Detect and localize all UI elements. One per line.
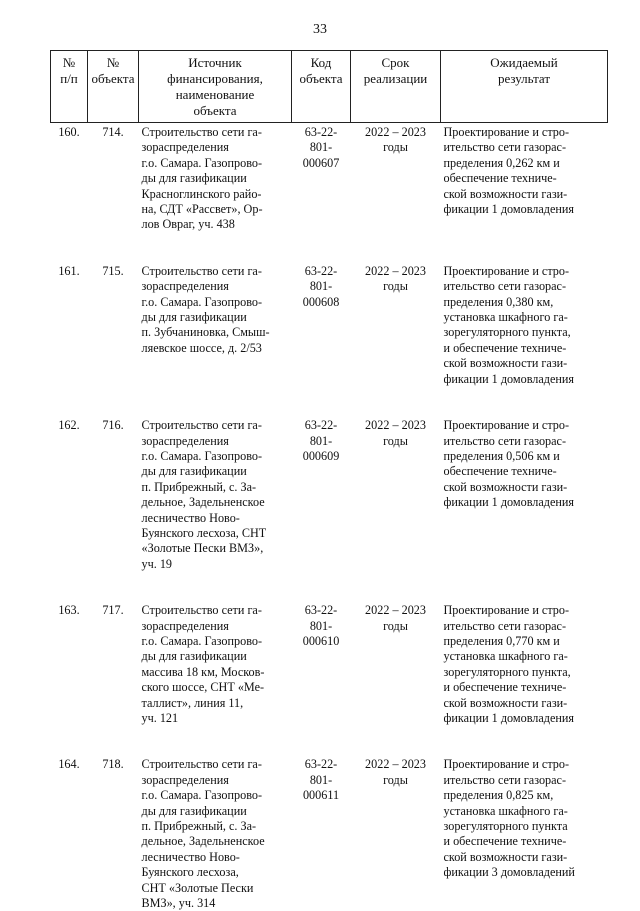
header-line: объекта — [141, 103, 289, 119]
cell-line: зораспределения — [142, 279, 290, 294]
cell-line: годы — [353, 140, 439, 155]
row-number: 160. — [51, 123, 88, 262]
cell-line: Строительство сети га- — [142, 125, 290, 140]
cell-line: 2022 – 2023 — [353, 603, 439, 618]
cell-line: установка шкафного га- — [444, 649, 606, 664]
cell-line: обеспечение техниче- — [444, 464, 606, 479]
cell-line: на, СДТ «Рассвет», Ор- — [142, 202, 290, 217]
cell-line: п. Зубчаниновка, Смыш- — [142, 325, 290, 340]
expected-result-cell — [441, 123, 608, 262]
cell-line: Проектирование и стро- — [444, 418, 606, 433]
cell-line: ительство сети газорас- — [444, 279, 606, 294]
cell-line: ской возможности гази- — [444, 696, 606, 711]
period-cell — [351, 416, 441, 601]
cell-line: Буянского лесхоза, — [142, 865, 290, 880]
cell-line: Буянского лесхоза, СНТ — [142, 526, 290, 541]
cell-line: 2022 – 2023 — [353, 757, 439, 772]
row-number: 163. — [51, 601, 88, 755]
header-line: реализации — [353, 71, 438, 87]
cell-line: ской возможности гази- — [444, 187, 606, 202]
cell-line: ительство сети газорас- — [444, 619, 606, 634]
object-number: 718. — [88, 755, 139, 911]
cell-line: 63-22- — [294, 125, 349, 140]
cell-line: уч. 19 — [142, 557, 290, 572]
cell-line: 2022 – 2023 — [353, 418, 439, 433]
header-line: № — [53, 55, 85, 71]
cell-line: 63-22- — [294, 418, 349, 433]
cell-line: 801- — [294, 434, 349, 449]
cell-line: г.о. Самара. Газопрово- — [142, 788, 290, 803]
cell-line: 000607 — [294, 156, 349, 171]
cell-line: Проектирование и стро- — [444, 757, 606, 772]
cell-line: 000608 — [294, 295, 349, 310]
cell-line: 63-22- — [294, 757, 349, 772]
cell-line: СНТ «Золотые Пески — [142, 881, 290, 896]
object-code-cell — [292, 416, 351, 601]
cell-line: ды для газификации — [142, 649, 290, 664]
cell-line: 2022 – 2023 — [353, 125, 439, 140]
cell-line: 801- — [294, 773, 349, 788]
cell-line: 63-22- — [294, 264, 349, 279]
cell-line: зораспределения — [142, 619, 290, 634]
cell-line: 801- — [294, 619, 349, 634]
page-number: 33 — [0, 22, 640, 38]
cell-line: ской возможности гази- — [444, 356, 606, 371]
header-line: Код — [294, 55, 348, 71]
object-code-cell — [292, 601, 351, 755]
cell-line: ды для газификации — [142, 171, 290, 186]
header-line: № — [90, 55, 136, 71]
header-row-number — [51, 51, 88, 123]
cell-line: ительство сети газорас- — [444, 140, 606, 155]
cell-line: ВМЗ», уч. 314 — [142, 896, 290, 911]
cell-line: Проектирование и стро- — [444, 603, 606, 618]
header-line: финансирования, — [141, 71, 289, 87]
header-line: Источник — [141, 55, 289, 71]
cell-line: п. Прибрежный, с. За- — [142, 819, 290, 834]
period-cell — [351, 755, 441, 911]
cell-line: фикации 3 домовладений — [444, 865, 606, 880]
cell-line: Строительство сети га- — [142, 264, 290, 279]
header-line: п/п — [53, 71, 85, 87]
cell-line: фикации 1 домовладения — [444, 202, 606, 217]
table-row — [51, 123, 608, 262]
gasification-plan-table — [50, 50, 608, 911]
cell-line: дельное, Задельненское — [142, 834, 290, 849]
cell-line: 000609 — [294, 449, 349, 464]
table-body — [51, 123, 608, 911]
table-row — [51, 416, 608, 601]
cell-line: и обеспечение техниче- — [444, 680, 606, 695]
cell-line: годы — [353, 619, 439, 634]
cell-line: пределения 0,380 км, — [444, 295, 606, 310]
row-number: 164. — [51, 755, 88, 911]
header-line: Срок — [353, 55, 438, 71]
cell-line: пределения 0,506 км и — [444, 449, 606, 464]
object-number: 715. — [88, 262, 139, 416]
cell-line: ды для газификации — [142, 464, 290, 479]
object-number: 714. — [88, 123, 139, 262]
cell-line: Строительство сети га- — [142, 603, 290, 618]
funding-source-cell — [139, 262, 292, 416]
cell-line: 000611 — [294, 788, 349, 803]
header-line: объекта — [294, 71, 348, 87]
cell-line: фикации 1 домовладения — [444, 372, 606, 387]
cell-line: годы — [353, 434, 439, 449]
table-row — [51, 262, 608, 416]
cell-line: пределения 0,262 км и — [444, 156, 606, 171]
header-object-number — [88, 51, 139, 123]
cell-line: Проектирование и стро- — [444, 125, 606, 140]
cell-line: установка шкафного га- — [444, 310, 606, 325]
cell-line: зорегуляторного пункта, — [444, 325, 606, 340]
expected-result-cell — [441, 601, 608, 755]
cell-line: пределения 0,770 км и — [444, 634, 606, 649]
cell-line: таллист», линия 11, — [142, 696, 290, 711]
cell-line: г.о. Самара. Газопрово- — [142, 634, 290, 649]
cell-line: уч. 121 — [142, 711, 290, 726]
object-number: 717. — [88, 601, 139, 755]
cell-line: зораспределения — [142, 434, 290, 449]
expected-result-cell — [441, 416, 608, 601]
cell-line: г.о. Самара. Газопрово- — [142, 449, 290, 464]
cell-line: Проектирование и стро- — [444, 264, 606, 279]
period-cell — [351, 262, 441, 416]
funding-source-cell — [139, 755, 292, 911]
cell-line: лесничество Ново- — [142, 511, 290, 526]
expected-result-cell — [441, 755, 608, 911]
table-row — [51, 601, 608, 755]
object-code-cell — [292, 262, 351, 416]
cell-line: дельное, Задельненское — [142, 495, 290, 510]
cell-line: г.о. Самара. Газопрово- — [142, 156, 290, 171]
cell-line: установка шкафного га- — [444, 804, 606, 819]
cell-line: 2022 – 2023 — [353, 264, 439, 279]
period-cell — [351, 601, 441, 755]
cell-line: зорегуляторного пункта — [444, 819, 606, 834]
header-expected-result — [441, 51, 608, 123]
cell-line: зораспределения — [142, 773, 290, 788]
cell-line: ды для газификации — [142, 804, 290, 819]
object-code-cell — [292, 123, 351, 262]
period-cell — [351, 123, 441, 262]
cell-line: ляевское шоссе, д. 2/53 — [142, 341, 290, 356]
cell-line: ительство сети газорас- — [444, 434, 606, 449]
cell-line: ского шоссе, СНТ «Ме- — [142, 680, 290, 695]
cell-line: 801- — [294, 279, 349, 294]
object-number: 716. — [88, 416, 139, 601]
cell-line: Красноглинского райо- — [142, 187, 290, 202]
header-object-code — [292, 51, 351, 123]
cell-line: «Золотые Пески ВМЗ», — [142, 541, 290, 556]
table-row — [51, 755, 608, 911]
header-line: объекта — [90, 71, 136, 87]
cell-line: пределения 0,825 км, — [444, 788, 606, 803]
cell-line: 000610 — [294, 634, 349, 649]
expected-result-cell — [441, 262, 608, 416]
cell-line: 63-22- — [294, 603, 349, 618]
header-line: результат — [443, 71, 605, 87]
row-number: 161. — [51, 262, 88, 416]
header-line: Ожидаемый — [443, 55, 605, 71]
cell-line: Строительство сети га- — [142, 418, 290, 433]
object-code-cell — [292, 755, 351, 911]
cell-line: г.о. Самара. Газопрово- — [142, 295, 290, 310]
cell-line: зораспределения — [142, 140, 290, 155]
cell-line: ительство сети газорас- — [444, 773, 606, 788]
cell-line: ской возможности гази- — [444, 480, 606, 495]
table-header — [51, 51, 608, 123]
cell-line: и обеспечение техниче- — [444, 834, 606, 849]
cell-line: обеспечение техниче- — [444, 171, 606, 186]
funding-source-cell — [139, 601, 292, 755]
cell-line: ской возможности гази- — [444, 850, 606, 865]
cell-line: ды для газификации — [142, 310, 290, 325]
cell-line: годы — [353, 773, 439, 788]
header-funding-source — [139, 51, 292, 123]
cell-line: фикации 1 домовладения — [444, 495, 606, 510]
cell-line: лесничество Ново- — [142, 850, 290, 865]
cell-line: зорегуляторного пункта, — [444, 665, 606, 680]
cell-line: массива 18 км, Москов- — [142, 665, 290, 680]
funding-source-cell — [139, 123, 292, 262]
cell-line: п. Прибрежный, с. За- — [142, 480, 290, 495]
row-number: 162. — [51, 416, 88, 601]
cell-line: лов Овраг, уч. 438 — [142, 217, 290, 232]
funding-source-cell — [139, 416, 292, 601]
header-line: наименование — [141, 87, 289, 103]
cell-line: годы — [353, 279, 439, 294]
cell-line: 801- — [294, 140, 349, 155]
header-period — [351, 51, 441, 123]
cell-line: фикации 1 домовладения — [444, 711, 606, 726]
cell-line: Строительство сети га- — [142, 757, 290, 772]
cell-line: и обеспечение техниче- — [444, 341, 606, 356]
